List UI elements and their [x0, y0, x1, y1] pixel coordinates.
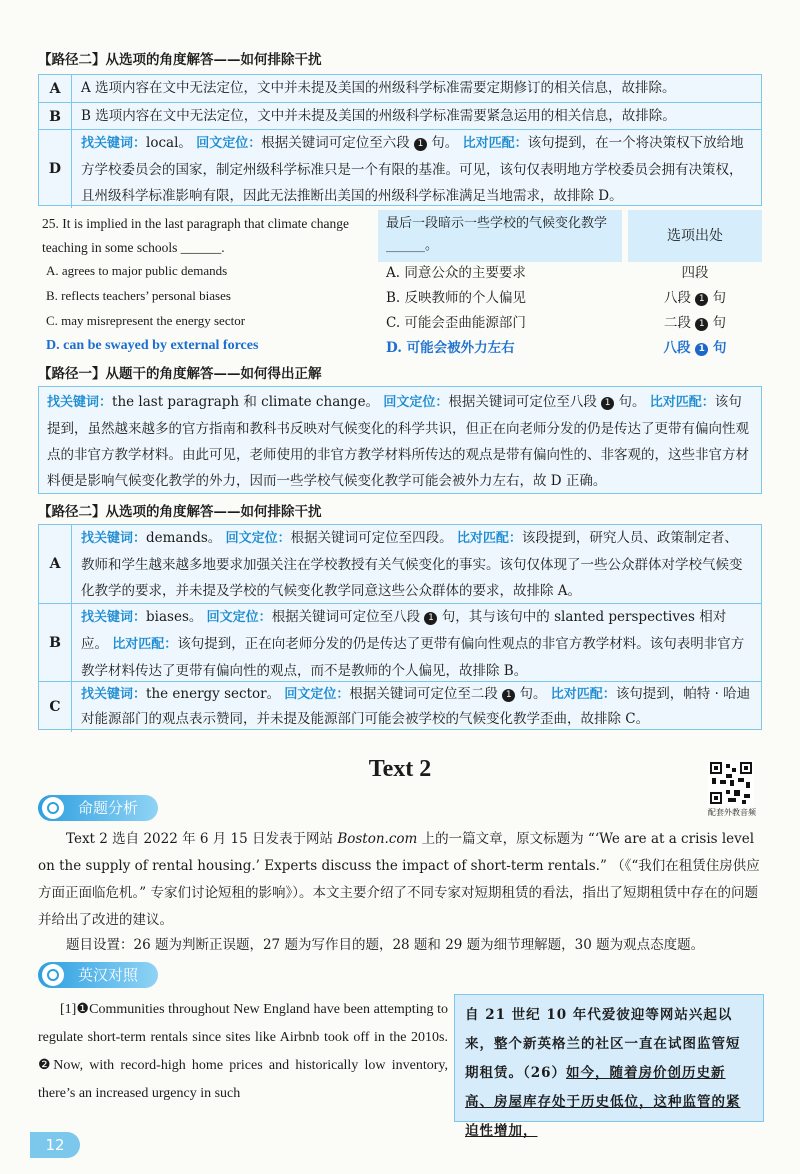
- option-row-b: [39, 102, 761, 130]
- path1-panel: [38, 386, 762, 494]
- match-text: 该句提到，正在向老师分发的仍是传达了更带有偏向性观点的非官方教学材料。该句表明非官方教学材料传达了更带有偏向性的观点，而不是教师的个人偏见，故排除 B。: [81, 636, 745, 679]
- src-text: 八段: [663, 290, 691, 306]
- locate-label: 回文定位：: [206, 610, 272, 625]
- keyword-text: local。: [146, 135, 192, 151]
- path1-heading: 【路径一】从题干的角度解答——如何得出正解: [38, 366, 322, 382]
- analysis-tab-label: 命题分析: [78, 799, 139, 817]
- src-tail: 句: [712, 290, 727, 306]
- match-text: 该句提到，帕特 · 哈迪对能源部门的观点表示赞同，并未提及能源部门可能会被学校的气候变化教学歪曲，故排除 C。: [81, 686, 751, 727]
- text-title: Text 2: [368, 756, 432, 782]
- row-letter: D: [39, 130, 72, 208]
- match-text: 该句提到，在一个将决策权下放给地方学校委员会的国家，制定州级科学标准只是一个有限的基准。可见，该句仅表明地方学校委员会拥有决策权，且州级科学标准影响有限，因此无法推断出美国的州级科学标准满足当地需求，故排除 D。: [81, 135, 744, 204]
- path2-bottom-panel: [38, 524, 762, 730]
- option-cn-b: B. 反映教师的个人偏见: [386, 290, 527, 306]
- locate-tail: 句，其与该句中的 slanted perspectives 相对应。: [81, 609, 727, 652]
- translation-underlined: 如今，随着房价创历史新高、房屋库存处于历史低位，这种监管的紧迫性增加，: [465, 1065, 741, 1139]
- keyword-label: 找关键词：: [81, 531, 147, 546]
- option-row-b: [39, 603, 761, 682]
- analysis-text-a: Text 2 选自 2022 年 6 月 15 日发表于网站: [66, 831, 338, 847]
- keyword-label: 找关键词：: [47, 395, 113, 410]
- match-label: 比对匹配：: [112, 637, 178, 652]
- sentence-number-icon: 1: [424, 612, 437, 625]
- option-cn-a: A. 同意公众的主要要求: [386, 265, 526, 281]
- magnifier-icon: [42, 797, 64, 819]
- src-tail: 句: [712, 340, 727, 356]
- row-text: [81, 525, 751, 604]
- match-text: 该句提到，虽然越来越多的官方指南和教科书反映对气候变化的科学共识，但正在向老师分发的仍是传达了更带有偏向性观点的非官方教学材料。由此可见，老师使用的非官方教学材料所传达的观点是带有偏向性的、非客观的，这些非官方材料便是影响气候变化教学的外力，因而一些学校气候变化教学可能会被外力左右，故 D 正确。: [47, 394, 749, 489]
- row-text: [81, 130, 751, 209]
- locate-label: 回文定位：: [284, 687, 350, 702]
- magnifier-icon: [42, 964, 64, 986]
- analysis-paragraph: [38, 826, 764, 934]
- option-cn-c: C. 可能会歪曲能源部门: [386, 315, 526, 331]
- qr-caption: 配套外教音频: [708, 808, 756, 817]
- path2-top-panel: [38, 74, 762, 206]
- keyword-label: 找关键词：: [81, 610, 147, 625]
- sentence-number-icon: 1: [695, 293, 708, 306]
- compare-tab: [38, 962, 158, 988]
- row-letter: B: [39, 604, 72, 682]
- keyword-label: 找关键词：: [81, 687, 147, 702]
- question-stem-en: 25. It is implied in the last paragraph that climate change teaching in some schools ______.: [42, 216, 350, 255]
- match-label: 比对匹配：: [456, 531, 522, 546]
- option-en-b: B. reflects teachers’ personal biases: [46, 288, 231, 303]
- sentence-number-icon: 1: [695, 343, 708, 356]
- path2-top-heading: 【路径二】从选项的角度解答——如何排除干扰: [38, 52, 322, 68]
- locate-text: 根据关键词可定位至六段: [261, 135, 410, 151]
- analysis-text-b: 上的一篇文章，原文标题为 “‘We are at a crisis level on the supply of rental housing.’ Experts discuss the impact of short-term rentals.” （《“我们在租赁住房供应方面正面临危机。” 专家们讨论短租的影响》）。本文主要介绍了不同专家对短期租赁的看法，指出了短期租赁中存在的问题并给出了改进的建议。: [38, 831, 760, 928]
- option-row-c: [39, 681, 761, 732]
- option-en-c: C. may misrepresent the energy sector: [46, 313, 246, 328]
- compare-tab-label: 英汉对照: [78, 966, 139, 984]
- locate-tail: 句。: [431, 135, 459, 151]
- qr-code-icon[interactable]: [708, 760, 754, 806]
- option-cn-d-correct: D. 可能会被外力左右: [386, 340, 515, 356]
- option-src-d-correct: [630, 336, 760, 356]
- keyword-label: 找关键词：: [81, 136, 147, 151]
- locate-text: 根据关键词可定位至二段: [349, 686, 498, 702]
- option-src-a: [630, 261, 760, 281]
- row-letter: C: [39, 682, 72, 732]
- locate-text: 根据关键词可定位至八段: [271, 609, 421, 625]
- keyword-text: the last paragraph 和 climate change。: [112, 394, 380, 410]
- sentence-number-icon: 1: [414, 138, 427, 151]
- translation-text: 自 21 世纪 10 年代爱彼迎等网站兴起以来，整个新英格兰的社区一直在试图监管短期租赁。（26）: [465, 1007, 741, 1081]
- option-src-b: [630, 286, 760, 306]
- analysis-site: Boston.com: [337, 831, 418, 847]
- option-row-a: [39, 75, 761, 102]
- english-paragraph: [1]❶Communities throughout New England have been attempting to regulate short-term rentals since sites like Airbnb took off in the 2010s. ❷Now, with record-high home prices and historically low inventory, there’s an increased urgency in such: [38, 1002, 448, 1101]
- src-text: 四段: [681, 265, 709, 281]
- page-number: 12: [30, 1132, 80, 1158]
- locate-text: 根据关键词可定位至八段: [448, 394, 597, 410]
- option-row-d: [39, 129, 761, 208]
- option-en-d-correct: D. can be swayed by external forces: [46, 338, 259, 353]
- locate-tail: 句。: [519, 686, 547, 702]
- match-text: 该段提到，研究人员、政策制定者、教师和学生越来越多地要求加强关注在学校教授有关气候变化的事实。该句仅体现了一些公众群体对学校气候变化教学的要求，并未提及学校的气候变化教学同意这些公众群体的要求，故排除 A。: [81, 530, 743, 599]
- row-text: [81, 682, 751, 732]
- analysis-tab: [38, 795, 158, 821]
- locate-label: 回文定位：: [383, 395, 449, 410]
- src-tail: 句: [712, 315, 727, 331]
- source-header: 选项出处: [628, 210, 762, 262]
- keyword-text: biases。: [146, 609, 203, 625]
- locate-text: 根据关键词可定位至四段。: [290, 530, 453, 546]
- row-letter: A: [39, 525, 72, 603]
- locate-label: 回文定位：: [196, 136, 262, 151]
- row-text: B 选项内容在文中无法定位，文中并未提及美国的州级科学标准需要紧急运用的相关信息，故排除。: [81, 108, 676, 124]
- question-stem-cn: 最后一段暗示一些学校的气候变化教学______。: [378, 210, 622, 262]
- path2-bottom-heading: 【路径二】从选项的角度解答——如何排除干扰: [38, 504, 322, 520]
- row-letter: A: [39, 75, 72, 102]
- row-text: A 选项内容在文中无法定位，文中并未提及美国的州级科学标准需要定期修订的相关信息，故排除。: [81, 80, 676, 96]
- sentence-number-icon: 1: [502, 689, 515, 702]
- row-text: [81, 604, 751, 684]
- sentence-number-icon: 1: [601, 397, 614, 410]
- match-label: 比对匹配：: [649, 395, 715, 410]
- locate-tail: 句。: [618, 394, 646, 410]
- match-label: 比对匹配：: [462, 136, 528, 151]
- src-text: 二段: [663, 315, 691, 331]
- src-text: 八段: [663, 340, 691, 356]
- sentence-number-icon: 1: [695, 318, 708, 331]
- option-en-a: A. agrees to major public demands: [46, 263, 228, 278]
- option-src-c: [630, 311, 760, 331]
- chinese-translation: [454, 994, 764, 1139]
- keyword-text: demands。: [146, 530, 222, 546]
- locate-label: 回文定位：: [225, 531, 291, 546]
- row-letter: B: [39, 103, 72, 130]
- keyword-text: the energy sector。: [146, 686, 281, 702]
- option-row-a: [39, 525, 761, 603]
- match-label: 比对匹配：: [550, 687, 616, 702]
- question-setting: 题目设置：26 题为判断正误题，27 题为写作目的题，28 题和 29 题为细节理解题，30 题为观点态度题。: [66, 937, 705, 953]
